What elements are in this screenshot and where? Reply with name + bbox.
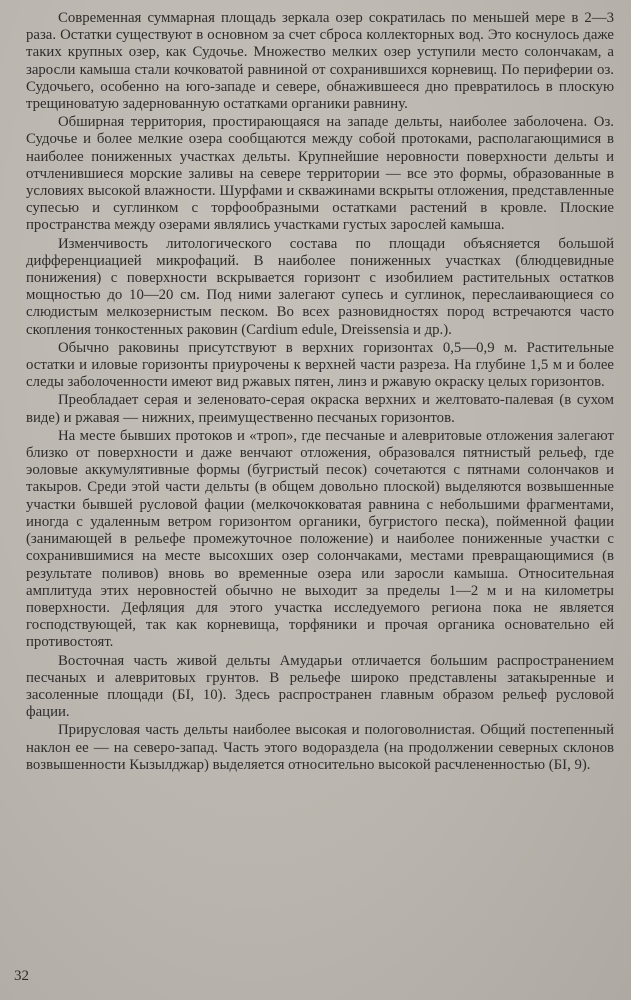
page-number: 32 — [14, 968, 29, 984]
paragraph-4: Обычно раковины присутствуют в верхних горизонтах 0,5—0,9 м. Растительные остатки и иловые горизонты приурочены к верхней части разреза. На глубине 1,5 м и более следы заболоченности имеют вид ржавых пятен, линз и ржавую окраску целых горизонтов. — [26, 339, 614, 391]
paragraph-8: Прирусловая часть дельты наиболее высокая и пологоволнистая. Общий постепенный наклон ее — на северо-запад. Часть этого водораздела (на продолжении северных склонов возвышенности Кызылджар) выделяется относительно высокой расчлененностью (БI, 9). — [26, 722, 614, 773]
paragraph-1: Современная суммарная площадь зеркала озер сократилась по меньшей мере в 2—3 раза. Остатки существуют в основном за счет сброса коллекторных вод. Это коснулось даже таких крупных озер, как Судочье. Множество мелких озер уступили место солончакам, а заросли камыша стали кочковатой равниной от сохранившихся корневищ. По периферии оз. Судочьего, особенно на юго-западе и севере, обнажившееся дно превратилось в плоскую трещиноватую задернованную остатками органики равнину. — [26, 10, 614, 113]
paragraph-3: Изменчивость литологического состава по площади объясняется большой дифференциацией микрофаций. В наиболее пониженных участках (блюдцевидные понижения) с поверхности вскрывается горизонт с изобилием растительных остатков мощностью до 10—20 см. Под ними залегают супесь и суглинок, переслаивающиеся со слюдистым мелкозернистым песком. Во всех разновидностях пород встречаются часто скопления тонкостенных раковин (Cardium edule, Dreissensia и др.). — [26, 235, 614, 338]
page-text — [26, 10, 614, 990]
paragraph-6: На месте бывших протоков и «троп», где песчаные и алевритовые отложения залегают близко от поверхности и даже венчают отложения, образовался пятнистый рельеф, где эоловые аккумулятивные формы (бугристый песок) сочетаются с пятнами солончаков и такыров. Среди этой части дельты (в общем довольно плоской) выделяются возвышенные участки бывшей русловой фации (мелкочокковатая равнина с небольшими фрагментами, иногда с удаленным ветром горизонтом органики, бугристого песка), пойменной фации (занимающей в рельефе промежуточное положение) и наиболее пониженные участки с сохранившимися на месте высохших озер солончаками, местами превращающимися (в результате поливов) вновь во временные озера или заросли камыша. Относительная амплитуда этих неровностей обычно не выходит за пределы 1—2 м и на километры поверхности. Дефляция для этого участка исследуемого региона пока не является господствующей, так как корневища, торфяники и прочая органика основательно ей противостоят. — [26, 427, 614, 651]
paragraph-5: Преобладает серая и зеленовато-серая окраска верхних и желтовато-палевая (в сухом виде) и ржавая — нижних, преимущественно песчаных горизонтов. — [26, 392, 614, 426]
paragraph-7: Восточная часть живой дельты Амударьи отличается большим распространением песчаных и алевритовых грунтов. В рельефе широко представлены затакыренные и засоленные площади (БI, 10). Здесь распространен главным образом рельеф русловой фации. — [26, 652, 614, 721]
paragraph-2: Обширная территория, простирающаяся на западе дельты, наиболее заболочена. Оз. Судочье и более мелкие озера сообщаются между собой протоками, располагающимися в наиболее пониженных участках дельты. Крупнейшие неровности поверхности дельты и отчленившиеся морские заливы на севере территории — все это формы, образованные в условиях высокой влажности. Шурфами и скважинами вскрыты отложения, представленные супесью и суглинком с торфообразными остатками растений в кровле. Плоские пространства между озерами являлись участками густых зарослей камыша. — [26, 114, 614, 234]
